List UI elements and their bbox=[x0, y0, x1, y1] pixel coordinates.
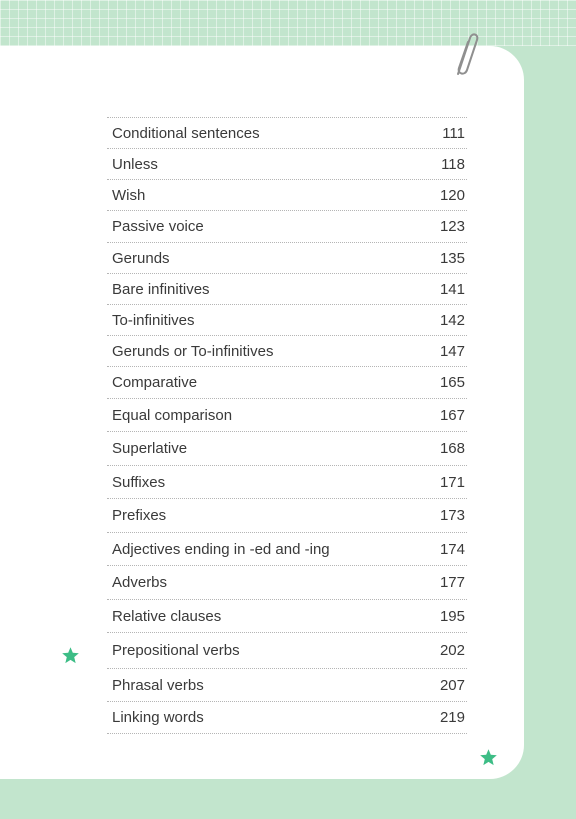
toc-title: Superlative bbox=[112, 440, 188, 457]
toc-title: Comparative bbox=[112, 374, 198, 391]
toc-title: Linking words bbox=[112, 709, 204, 726]
toc-title: Wish bbox=[112, 186, 146, 204]
toc-page-number: 168 bbox=[439, 440, 465, 457]
toc-page-number: 207 bbox=[439, 676, 465, 694]
toc-page-number: 141 bbox=[439, 280, 465, 298]
toc-row[interactable] bbox=[107, 399, 467, 432]
toc-page-number: 120 bbox=[439, 186, 465, 204]
toc-title: Unless bbox=[112, 155, 158, 173]
toc-page-number: 142 bbox=[439, 311, 465, 329]
toc-page-number: 111 bbox=[442, 124, 465, 142]
toc-row[interactable] bbox=[107, 211, 467, 243]
toc-title: Suffixes bbox=[112, 473, 166, 491]
toc-page-number: 165 bbox=[439, 374, 465, 391]
toc-title: Gerunds bbox=[112, 249, 170, 267]
star-icon bbox=[61, 646, 80, 665]
toc-title: Adjectives ending in -ed and -ing bbox=[112, 540, 330, 558]
toc-title: Conditional sentences bbox=[112, 124, 260, 142]
toc-row[interactable] bbox=[107, 336, 467, 367]
toc-page-number: 167 bbox=[439, 406, 465, 424]
toc-title: Relative clauses bbox=[112, 607, 222, 625]
toc-page-number: 195 bbox=[439, 607, 465, 625]
toc-page-number: 147 bbox=[439, 342, 465, 360]
toc-row[interactable] bbox=[107, 566, 467, 600]
toc-row[interactable] bbox=[107, 499, 467, 533]
toc-row[interactable] bbox=[107, 600, 467, 633]
toc-title: Adverbs bbox=[112, 574, 168, 591]
toc-page-number: 177 bbox=[439, 574, 465, 591]
toc-row[interactable] bbox=[107, 305, 467, 336]
toc-title: Prefixes bbox=[112, 507, 167, 524]
toc-row[interactable] bbox=[107, 633, 467, 669]
toc-page-number: 123 bbox=[439, 218, 465, 235]
toc-row[interactable] bbox=[107, 367, 467, 399]
toc-page-number: 173 bbox=[439, 507, 465, 524]
grid-background bbox=[0, 0, 576, 46]
toc-row[interactable] bbox=[107, 149, 467, 180]
paperclip-icon bbox=[449, 30, 479, 78]
toc-title: Gerunds or To-infinitives bbox=[112, 342, 274, 360]
toc-title: To-infinitives bbox=[112, 311, 195, 329]
toc-title: Phrasal verbs bbox=[112, 676, 204, 694]
table-of-contents bbox=[107, 117, 467, 734]
toc-row[interactable] bbox=[107, 274, 467, 305]
toc-row[interactable] bbox=[107, 180, 467, 211]
toc-page-number: 219 bbox=[439, 709, 465, 726]
toc-title: Prepositional verbs bbox=[112, 642, 240, 659]
toc-page-number: 174 bbox=[439, 540, 465, 558]
toc-row[interactable] bbox=[107, 466, 467, 499]
toc-row[interactable] bbox=[107, 533, 467, 566]
toc-page-number: 118 bbox=[441, 155, 465, 173]
toc-page-number: 135 bbox=[439, 249, 465, 267]
toc-row[interactable] bbox=[107, 432, 467, 466]
toc-row[interactable] bbox=[107, 118, 467, 149]
star-icon bbox=[479, 748, 498, 767]
toc-page-number: 171 bbox=[439, 473, 465, 491]
toc-title: Passive voice bbox=[112, 218, 204, 235]
toc-title: Bare infinitives bbox=[112, 280, 210, 298]
toc-row[interactable] bbox=[107, 669, 467, 702]
toc-title: Equal comparison bbox=[112, 406, 233, 424]
toc-row[interactable] bbox=[107, 243, 467, 274]
toc-page-number: 202 bbox=[439, 642, 465, 659]
toc-row[interactable] bbox=[107, 702, 467, 734]
